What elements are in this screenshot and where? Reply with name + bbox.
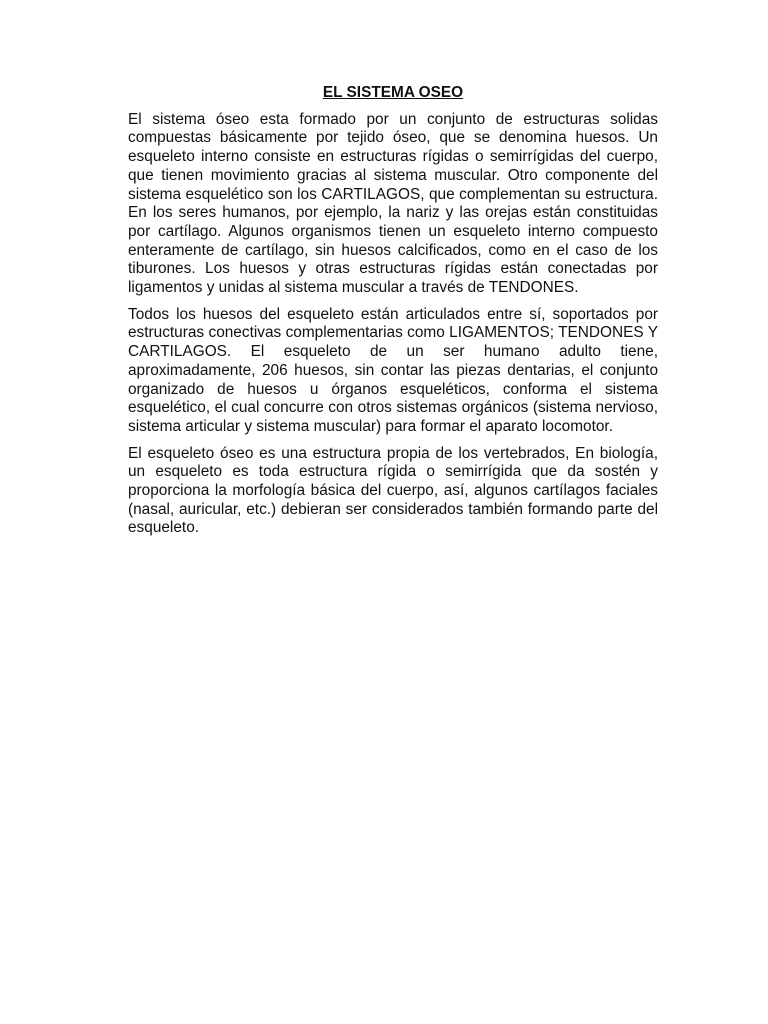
paragraph-1: El sistema óseo esta formado por un conjunto de estructuras solidas compuestas básicamente por tejido óseo, que se denomina huesos. Un esqueleto interno consiste en estructuras rígidas o semirrígidas del cuerpo, que tienen movimiento gracias al sistema muscular. Otro componente del sistema esquelético son los CARTILAGOS, que complementan su estructura. En los seres humanos, por ejemplo, la nariz y las orejas están constituidas por cartílago. Algunos organismos tienen un esqueleto interno compuesto enteramente de cartílago, sin huesos calcificados, como en el caso de los tiburones. Los huesos y otras estructuras rígidas están conectadas por ligamentos y unidas al sistema muscular a través de TENDONES.: [128, 110, 658, 297]
document-body: [128, 84, 658, 546]
paragraph-3: El esqueleto óseo es una estructura propia de los vertebrados, En biología, un esqueleto es toda estructura rígida o semirrígida que da sostén y proporciona la morfología básica del cuerpo, así, algunos cartílagos faciales (nasal, auricular, etc.) debieran ser considerados también formando parte del esqueleto.: [128, 444, 658, 537]
paragraph-2: Todos los huesos del esqueleto están articulados entre sí, soportados por estructuras conectivas complementarias como LIGAMENTOS; TENDONES Y CARTILAGOS. El esqueleto de un ser humano adulto tiene, aproximadamente, 206 huesos, sin contar las piezas dentarias, el conjunto organizado de huesos u órganos esqueléticos, conforma el sistema esquelético, el cual concurre con otros sistemas orgánicos (sistema nervioso, sistema articular y sistema muscular) para formar el aparato locomotor.: [128, 305, 658, 435]
document-title: EL SISTEMA OSEO: [322, 84, 464, 101]
